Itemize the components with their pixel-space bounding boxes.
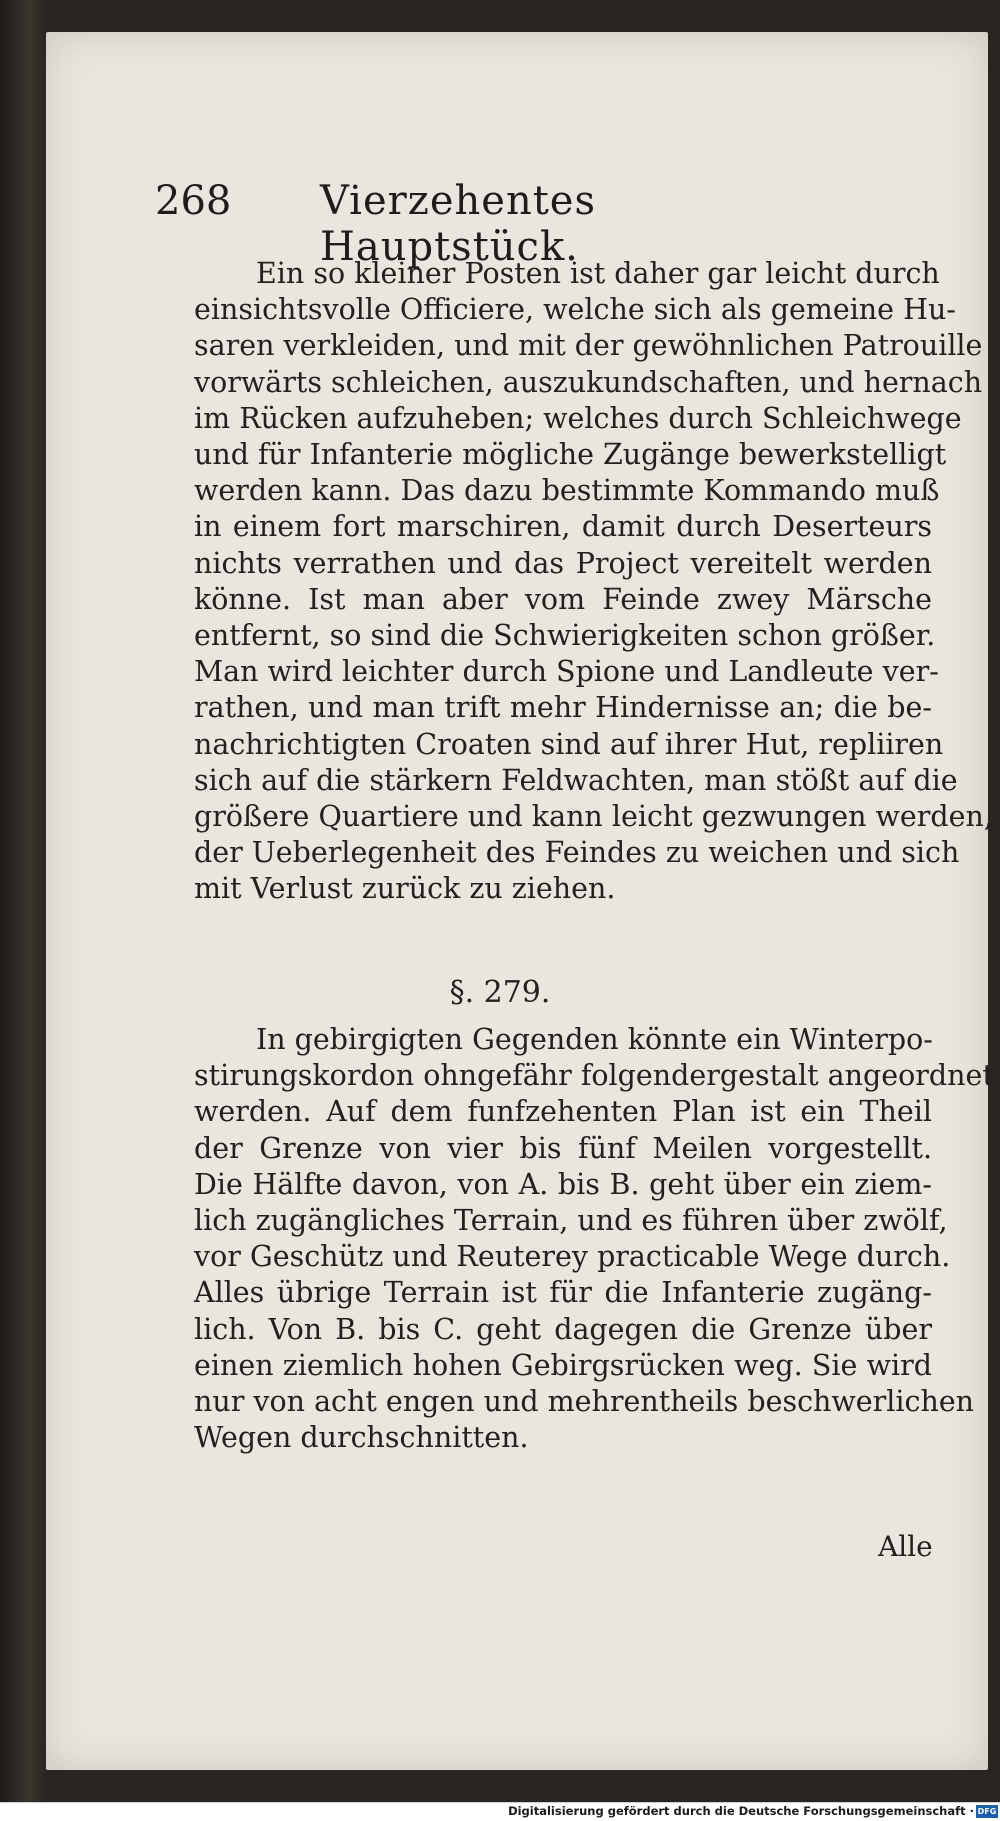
text-line: Wegen durchschnitten. — [194, 1421, 529, 1455]
text-line: lich zugängliches Terrain, und es führen über zwölf, — [194, 1204, 948, 1238]
text-line: könne. Ist man aber vom Feinde zwey Märsche — [194, 582, 932, 616]
digitization-footer — [0, 1802, 1000, 1821]
section-number: §. 279. — [449, 975, 551, 1010]
text-line: stirungskordon ohngefähr folgendergestalt angeordnet — [194, 1059, 994, 1093]
text-line: nachrichtigten Croaten sind auf ihrer Hut, repliiren — [194, 727, 944, 761]
chapter-title: Vierzehentes Hauptstück. — [320, 178, 596, 270]
text-line: im Rücken aufzuheben; welches durch Schleichwege — [194, 401, 962, 435]
paragraph-1 — [194, 256, 993, 908]
running-head — [155, 178, 775, 270]
text-line: größere Quartiere und kann leicht gezwungen werden, — [194, 800, 993, 834]
text-line: einen ziemlich hohen Gebirgsrücken weg. Sie wird — [194, 1348, 932, 1382]
text-line: Man wird leichter durch Spione und Landleute ver- — [194, 655, 939, 689]
text-line: saren verkleiden, und mit der gewöhnlichen Patrouille — [194, 329, 983, 363]
text-line: sich auf die stärkern Feldwachten, man stößt auf die — [194, 763, 958, 797]
text-line: werden kann. Das dazu bestimmte Kommando muß — [194, 474, 940, 508]
text-line: entfernt, so sind die Schwierigkeiten schon größer. — [194, 619, 936, 653]
text-line: nur von acht engen und mehrentheils beschwerlichen — [194, 1385, 975, 1419]
text-line: in einem fort marschiren, damit durch Deserteurs — [194, 510, 932, 544]
text-line: einsichtsvolle Officiere, welche sich als gemeine Hu- — [194, 293, 956, 327]
text-line: Alles übrige Terrain ist für die Infanterie zugäng- — [194, 1276, 932, 1310]
text-line: In gebirgigten Gegenden könnte ein Winterpo- — [256, 1023, 933, 1056]
funding-credit: Digitalisierung gefördert durch die Deutsche Forschungsgemeinschaft · — [508, 1804, 974, 1818]
dfg-logo-icon: DFG — [977, 1807, 997, 1816]
text-line: der Ueberlegenheit des Feindes zu weichen und sich — [194, 836, 960, 870]
text-line: rathen, und man trift mehr Hindernisse an; die be- — [194, 691, 932, 725]
text-line: vorwärts schleichen, auszukundschaften, und hernach — [194, 365, 983, 399]
text-line: der Grenze von vier bis fünf Meilen vorgestellt. — [194, 1131, 932, 1165]
catchword: Alle — [878, 1530, 933, 1563]
text-line: Die Hälfte davon, von A. bis B. geht über ein ziem- — [194, 1167, 932, 1201]
text-line: werden. Auf dem funfzehenten Plan ist ein Theil — [194, 1095, 932, 1129]
page-number: 268 — [155, 178, 232, 224]
text-line: nichts verrathen und das Project vereitelt werden — [194, 546, 932, 580]
text-line: vor Geschütz und Reuterey practicable Wege durch. — [194, 1240, 951, 1274]
text-line: mit Verlust zurück zu ziehen. — [194, 872, 616, 906]
text-line: lich. Von B. bis C. geht dagegen die Grenze über — [194, 1312, 932, 1346]
paragraph-2 — [194, 1022, 994, 1456]
text-line: Ein so kleiner Posten ist daher gar leicht durch — [256, 257, 940, 290]
text-line: und für Infanterie mögliche Zugänge bewerkstelligt — [194, 438, 947, 472]
